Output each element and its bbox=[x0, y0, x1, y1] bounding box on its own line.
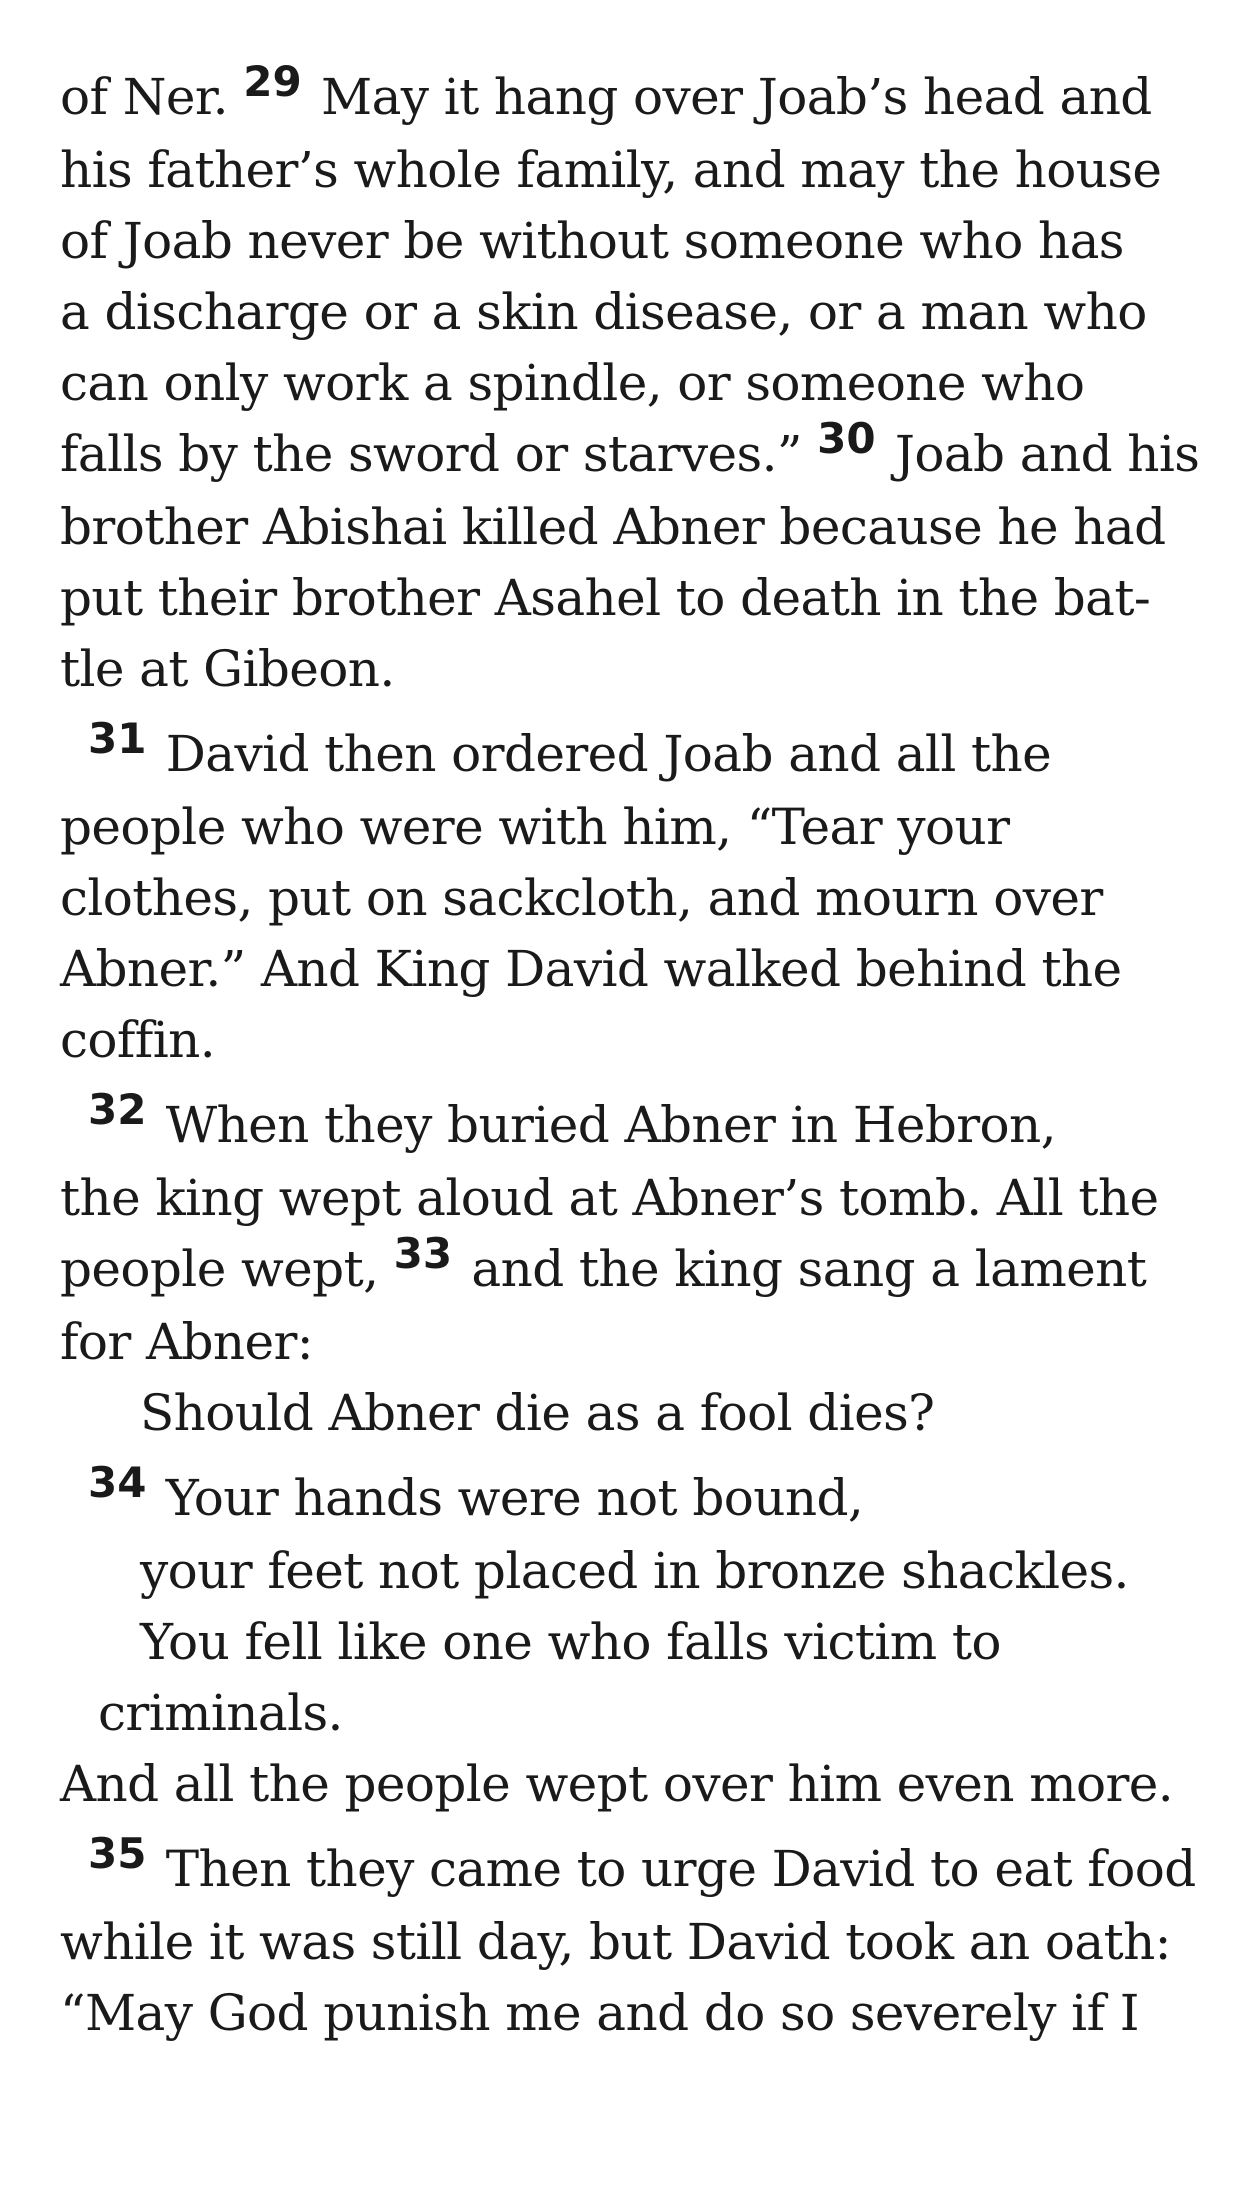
scripture-text bbox=[60, 57, 1200, 2049]
text-line: falls by the sword or starves.” $^{30}$ Joab and his bbox=[60, 414, 1200, 483]
verse-number: 31 bbox=[88, 714, 147, 763]
text-line: “May God punish me and do so severely if I bbox=[60, 1984, 1139, 2042]
poetry-line: your feet not placed in bronze shackles. bbox=[140, 1542, 1129, 1600]
paragraph-start-line: $^{31}$ David then ordered Joab and all the bbox=[88, 714, 1052, 783]
text-line: his father’s whole family, and may the house bbox=[60, 141, 1162, 199]
verse-number: 34 bbox=[88, 1458, 147, 1507]
text-line: can only work a spindle, or someone who bbox=[60, 354, 1085, 412]
text-line: for Abner: bbox=[60, 1313, 314, 1371]
text-line: clothes, put on sackcloth, and mourn over bbox=[60, 869, 1103, 927]
verse-number: 35 bbox=[88, 1829, 147, 1878]
poetry-continuation-line: criminals. bbox=[98, 1684, 343, 1742]
text-line: tle at Gibeon. bbox=[60, 640, 395, 698]
verse-number: 32 bbox=[88, 1085, 147, 1134]
text-line: while it was still day, but David took an oath: bbox=[60, 1913, 1171, 1971]
text-line: the king wept aloud at Abner’s tomb. All the bbox=[60, 1169, 1159, 1227]
poetry-verse-line: $^{34}$ Your hands were not bound, bbox=[88, 1458, 864, 1527]
paragraph-start-line: $^{32}$ When they buried Abner in Hebron, bbox=[88, 1085, 1056, 1154]
text-line: people wept, $^{33}$ and the king sang a lament bbox=[60, 1229, 1147, 1298]
text-line: put their brother Asahel to death in the bat- bbox=[60, 569, 1151, 627]
poetry-line: You fell like one who falls victim to bbox=[140, 1613, 1001, 1671]
text-line: a discharge or a skin disease, or a man who bbox=[60, 283, 1147, 341]
poetry-line: Should Abner die as a fool dies? bbox=[140, 1384, 935, 1442]
paragraph-start-line: $^{35}$ Then they came to urge David to eat food bbox=[88, 1829, 1196, 1898]
verse-number: 30 bbox=[817, 414, 876, 463]
text-line: And all the people wept over him even more. bbox=[60, 1755, 1174, 1813]
text-line: Abner.” And King David walked behind the bbox=[60, 940, 1122, 998]
verse-number: 33 bbox=[393, 1229, 453, 1278]
text-line: coffin. bbox=[60, 1011, 216, 1069]
text-line: brother Abishai killed Abner because he had bbox=[60, 498, 1166, 556]
verse-number: 29 bbox=[243, 57, 302, 106]
text-line: of Ner. $^{29}$ May it hang over Joab’s head and bbox=[60, 57, 1152, 126]
text-line: of Joab never be without someone who has bbox=[60, 212, 1124, 270]
text-line: people who were with him, “Tear your bbox=[60, 798, 1010, 856]
